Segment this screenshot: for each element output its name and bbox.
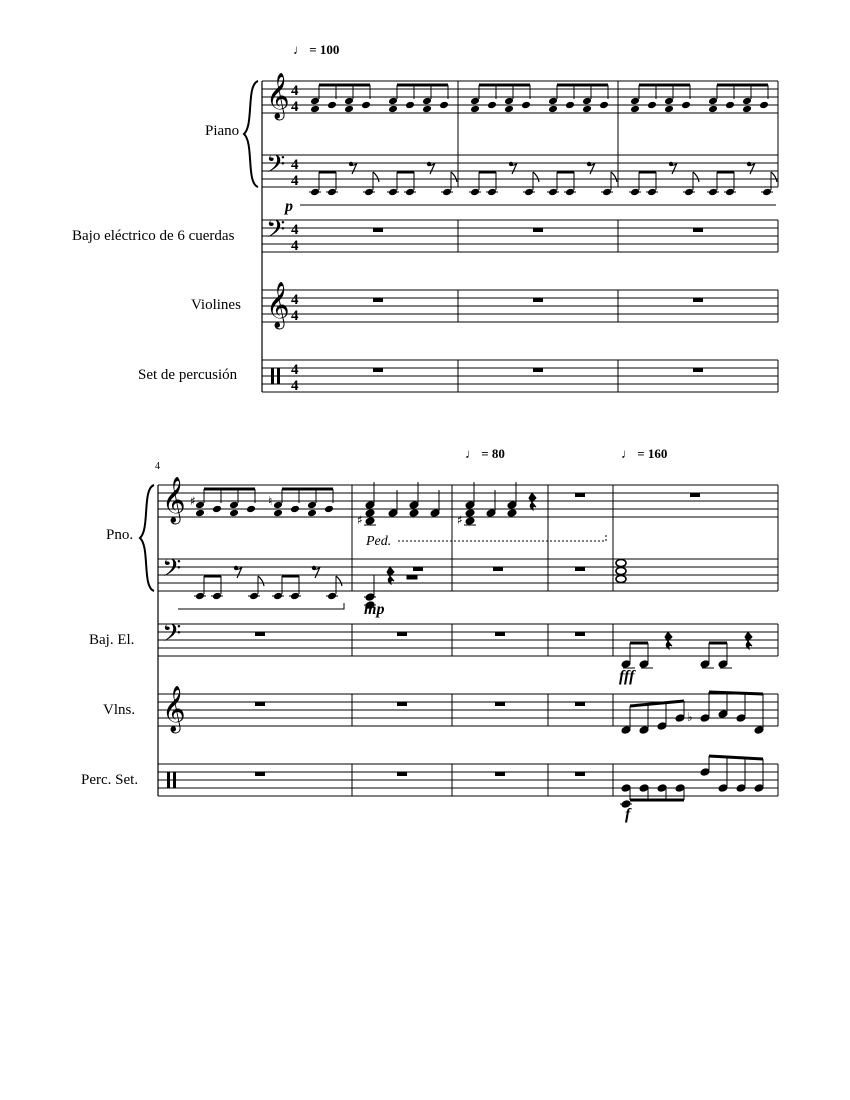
- piano-bass-whole-chord: [616, 560, 626, 583]
- notehead: [742, 97, 752, 106]
- notehead: [630, 97, 640, 106]
- eighth-rest: [669, 162, 677, 174]
- eighth-note: [564, 172, 576, 196]
- notehead: [195, 501, 205, 510]
- notehead: [273, 509, 283, 518]
- bass-clef: 𝄢: [266, 150, 286, 185]
- quarter-note: [388, 490, 398, 517]
- eighth-note: [486, 172, 498, 196]
- eighth-note: [289, 576, 301, 600]
- notehead: [582, 105, 592, 114]
- quarter-note: [430, 490, 440, 517]
- eighth-note: [683, 172, 699, 196]
- staff-bass-guitar: [158, 624, 778, 656]
- tempo-marking: ♩ = 160: [621, 446, 668, 461]
- svg-text:4: 4: [291, 292, 299, 308]
- eighth-note: [707, 172, 719, 196]
- notehead: [344, 105, 354, 114]
- notehead: [361, 101, 371, 110]
- notehead: [310, 105, 320, 114]
- eighth-rest: [427, 162, 435, 174]
- eighth-note: [309, 172, 321, 196]
- notehead: [681, 101, 691, 110]
- notehead: [565, 101, 575, 110]
- eighth-rest: [349, 162, 357, 174]
- natural-accidental: ♮: [268, 494, 273, 508]
- staff-bass-guitar: [262, 220, 778, 252]
- clefs-system-1: [266, 73, 299, 394]
- dynamic-marking: f: [625, 806, 631, 823]
- notehead: [405, 101, 415, 110]
- notehead: [310, 97, 320, 106]
- notehead: [388, 105, 398, 114]
- percussion-clef: [271, 368, 274, 384]
- svg-text:♭: ♭: [687, 710, 693, 724]
- bass-clef: 𝄢: [266, 215, 286, 250]
- percussion-clef: [167, 772, 170, 788]
- notehead: [504, 105, 514, 114]
- staff-violins: [262, 290, 778, 322]
- dynamic-extender-line: [178, 603, 344, 609]
- notehead: [307, 501, 317, 510]
- notehead: [647, 101, 657, 110]
- tempo-marking: ♩ = 80: [465, 446, 505, 461]
- quarter-chord: [409, 482, 419, 517]
- svg-text:4: 4: [291, 157, 299, 173]
- staff-piano-bass: [158, 559, 778, 591]
- eighth-note: [629, 172, 641, 196]
- dynamic-marking: p: [285, 198, 293, 215]
- notehead: [470, 97, 480, 106]
- notehead: [273, 501, 283, 510]
- eighth-note: [248, 576, 264, 600]
- quarter-chord: [357, 482, 376, 527]
- eighth-rest: [234, 566, 242, 578]
- eighth-note: [469, 172, 481, 196]
- eighth-note: [272, 576, 284, 600]
- svg-text:4: 4: [291, 308, 299, 324]
- bass-clef: 𝄢: [162, 619, 182, 654]
- eighth-rest: [747, 162, 755, 174]
- staff-piano-bass: [262, 155, 778, 187]
- eighth-note: [724, 172, 736, 196]
- eighth-note: [326, 576, 342, 600]
- notehead: [548, 105, 558, 114]
- eighth-note: [761, 172, 777, 196]
- quarter-note: [486, 490, 496, 517]
- staff-violins: [158, 694, 778, 726]
- instrument-label-percussion-short: Perc. Set.: [81, 772, 139, 788]
- eighth-note: [646, 172, 658, 196]
- notehead: [487, 101, 497, 110]
- instrument-label-piano: Piano: [205, 123, 240, 139]
- notehead: [664, 105, 674, 114]
- svg-text:4: 4: [291, 378, 299, 394]
- instrument-label-percussion: Set de percusión: [138, 367, 238, 383]
- eighth-note: [363, 172, 379, 196]
- bass-clef: 𝄢: [162, 554, 182, 589]
- notehead: [582, 97, 592, 106]
- piano-treble-notes-measures-5-6: [357, 482, 536, 527]
- time-signature: [291, 83, 299, 394]
- notehead: [212, 505, 222, 514]
- notehead: [195, 509, 205, 518]
- notehead: [327, 101, 337, 110]
- piano-brace: [140, 485, 154, 591]
- notehead: [708, 97, 718, 106]
- eighth-rest: [587, 162, 595, 174]
- notehead: [759, 101, 769, 110]
- quarter-chord: [507, 482, 517, 517]
- half-rest: [407, 575, 417, 579]
- notehead: [708, 105, 718, 114]
- notehead: [422, 105, 432, 114]
- notehead: [630, 105, 640, 114]
- sharp-accidental: ♯: [190, 494, 196, 508]
- svg-text:4: 4: [291, 238, 299, 254]
- notehead: [742, 105, 752, 114]
- eighth-note: [387, 172, 399, 196]
- notehead: [725, 101, 735, 110]
- eighth-rest: [312, 566, 320, 578]
- staff-percussion: [158, 764, 778, 796]
- notehead: [422, 97, 432, 106]
- eighth-note: [547, 172, 559, 196]
- notehead: [521, 101, 531, 110]
- quarter-chord: [457, 482, 476, 527]
- instrument-label-violins: Violines: [191, 297, 241, 313]
- bass-guitar-notes-measure-8: [621, 632, 752, 668]
- pedal-marking: Ped.: [366, 534, 392, 549]
- notehead: [439, 101, 449, 110]
- tempo-marking: ♩ = 100: [293, 42, 340, 57]
- staff-percussion: [262, 360, 778, 392]
- treble-clef: 𝄞: [162, 477, 186, 523]
- treble-clef: 𝄞: [162, 686, 186, 732]
- svg-text:4: 4: [291, 83, 299, 99]
- dynamic-marking: mp: [364, 601, 385, 618]
- eighth-note: [441, 172, 457, 196]
- eighth-note: [326, 172, 338, 196]
- eighth-note: [404, 172, 416, 196]
- notehead: [599, 101, 609, 110]
- svg-text:♯: ♯: [457, 513, 463, 527]
- svg-text:♯: ♯: [357, 513, 363, 527]
- notehead: [229, 501, 239, 510]
- violin-notes-measure-8: [621, 692, 764, 734]
- svg-text:4: 4: [291, 173, 299, 189]
- instrument-label-piano-short: Pno.: [106, 527, 134, 543]
- eighth-note: [211, 576, 223, 600]
- notehead: [548, 97, 558, 106]
- instrument-label-bass-short: Baj. El.: [89, 632, 135, 648]
- measure-number: 4: [155, 461, 160, 472]
- instrument-label-bass: Bajo eléctrico de 6 cuerdas: [72, 228, 235, 244]
- pedal-line: [398, 535, 606, 541]
- piano-brace: [244, 81, 258, 187]
- whole-rests-system-2: [255, 493, 700, 776]
- notehead: [290, 505, 300, 514]
- svg-text:4: 4: [291, 362, 299, 378]
- system-2: [140, 485, 778, 796]
- notehead: [307, 509, 317, 518]
- treble-clef: 𝄞: [266, 73, 290, 119]
- notehead: [344, 97, 354, 106]
- eighth-note: [194, 576, 206, 600]
- notehead: [388, 97, 398, 106]
- system-1: [244, 81, 778, 392]
- instrument-label-violins-short: Vlns.: [103, 702, 136, 718]
- eighth-note: [523, 172, 539, 196]
- treble-clef: 𝄞: [266, 282, 290, 328]
- svg-text:4: 4: [291, 99, 299, 115]
- dynamic-marking: fff: [619, 668, 635, 685]
- notehead: [504, 97, 514, 106]
- notehead: [664, 97, 674, 106]
- svg-text:4: 4: [291, 222, 299, 238]
- notehead: [246, 505, 256, 514]
- whole-rests-system-1: [373, 228, 703, 372]
- eighth-note: [601, 172, 617, 196]
- notehead: [229, 509, 239, 518]
- notehead: [324, 505, 334, 514]
- eighth-rest: [509, 162, 517, 174]
- notehead: [470, 105, 480, 114]
